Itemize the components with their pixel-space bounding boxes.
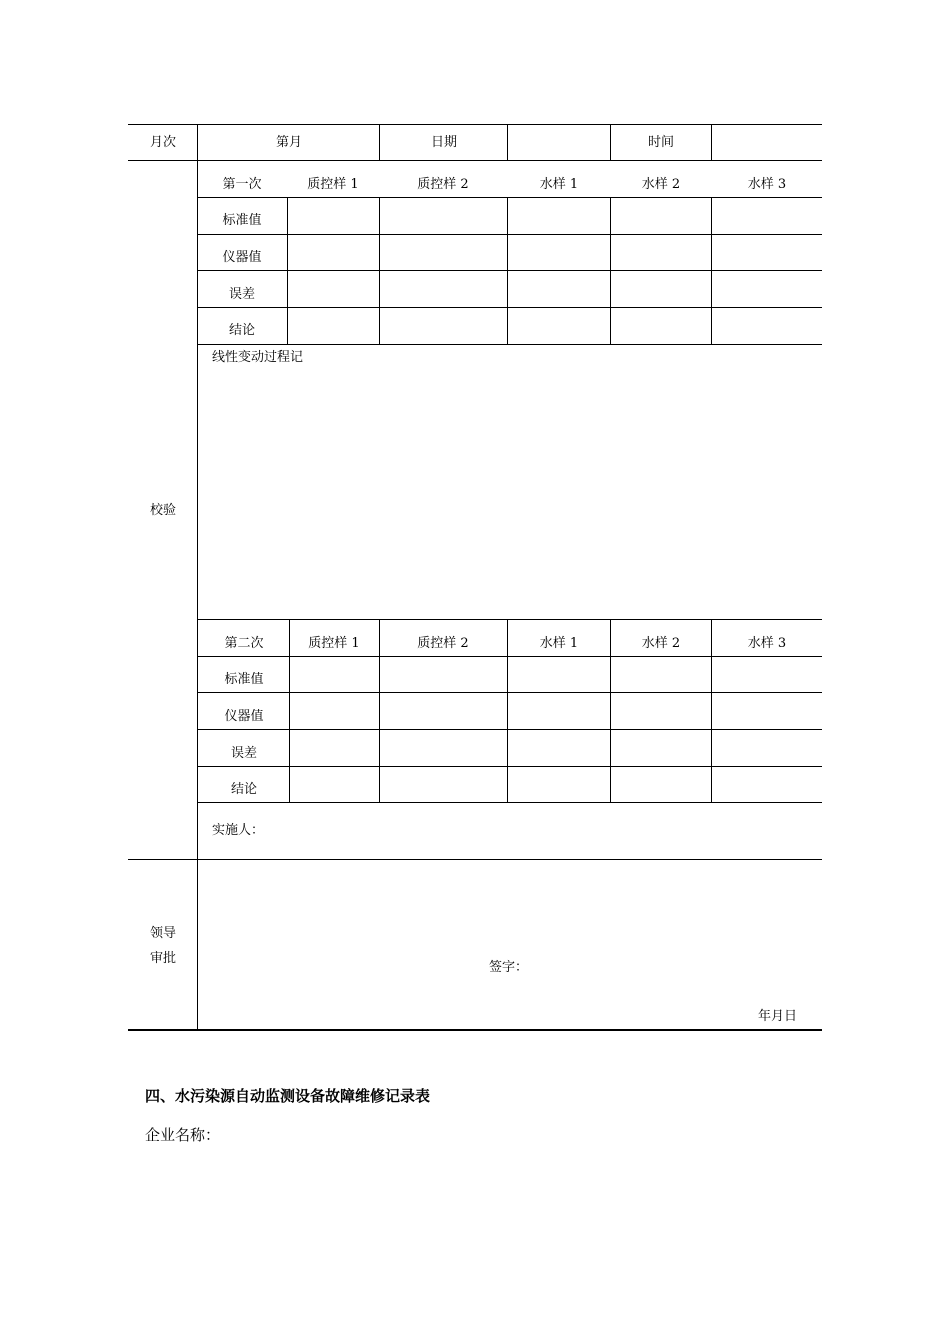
- second-block-divider-5: [711, 619, 712, 803]
- second-block-bottom-border: [198, 802, 822, 803]
- header-divider-2: [507, 124, 508, 161]
- company-name-label: 企业名称：: [145, 1126, 221, 1144]
- approval-label-line1: 领导: [149, 926, 177, 941]
- header-divider-3: [610, 124, 611, 161]
- second-block-divider-2: [379, 619, 380, 803]
- first-row-label: 结论: [228, 323, 256, 338]
- first-row-label: 仪器值: [222, 250, 262, 265]
- first-row-line-2: [198, 234, 822, 235]
- second-row-line-1: [198, 656, 822, 657]
- first-block-divider-5: [711, 197, 712, 345]
- first-column-header: 水样 2: [641, 177, 681, 192]
- month-value[interactable]: 第月: [275, 135, 303, 150]
- second-row-label: 误差: [230, 746, 258, 761]
- second-column-header: 水样 2: [641, 636, 681, 651]
- second-row-label: 标准值: [224, 672, 264, 687]
- second-column-header: 水样 1: [539, 636, 579, 651]
- first-test-label: 第一次: [222, 177, 262, 192]
- first-column-header: 水样 3: [747, 177, 787, 192]
- header-row-bottom-border: [128, 160, 822, 161]
- section-title: 四、水污染源自动监测设备故障维修记录表: [145, 1087, 431, 1105]
- second-block-divider-3: [507, 619, 508, 803]
- second-test-label: 第二次: [224, 636, 264, 651]
- second-block-divider-1: [289, 619, 290, 803]
- first-row-line-3: [198, 270, 822, 271]
- first-row-line-4: [198, 307, 822, 308]
- first-block-divider-4: [610, 197, 611, 345]
- approval-date-label: 年月日: [758, 1009, 798, 1024]
- signature-label: 签字：: [489, 960, 529, 975]
- first-column-header: 水样 1: [539, 177, 579, 192]
- table-top-border: [128, 124, 822, 125]
- header-divider-4: [711, 124, 712, 161]
- second-row-line-2: [198, 692, 822, 693]
- time-label: 时间: [647, 135, 675, 150]
- approval-label-line2: 审批: [149, 951, 177, 966]
- first-row-label: 误差: [228, 287, 256, 302]
- calibration-section-label: 校验: [149, 503, 177, 518]
- first-row-label: 标准值: [222, 213, 262, 228]
- first-block-divider-3: [507, 197, 508, 345]
- first-block-divider-1: [287, 197, 288, 345]
- month-label: 月次: [149, 135, 177, 150]
- date-label: 日期: [430, 135, 458, 150]
- second-column-header: 水样 3: [747, 636, 787, 651]
- table-bottom-border: [128, 1029, 822, 1031]
- calibration-section-bottom-border: [128, 859, 822, 860]
- first-column-header: 质控样 1: [307, 177, 359, 192]
- process-record-label: 线性变动过程记: [212, 350, 304, 365]
- label-column-divider: [197, 124, 198, 1031]
- process-area-bottom-border: [198, 619, 822, 620]
- second-column-header: 质控样 2: [417, 636, 469, 651]
- second-row-line-3: [198, 729, 822, 730]
- second-block-divider-4: [610, 619, 611, 803]
- first-column-header: 质控样 2: [417, 177, 469, 192]
- first-row-line-1: [198, 197, 822, 198]
- second-row-line-4: [198, 766, 822, 767]
- second-row-label: 仪器值: [224, 709, 264, 724]
- second-row-label: 结论: [230, 782, 258, 797]
- first-block-divider-2: [379, 197, 380, 345]
- implementer-label: 实施人：: [212, 823, 265, 838]
- header-divider-1: [379, 124, 380, 161]
- second-column-header: 质控样 1: [308, 636, 360, 651]
- approval-label: [150, 921, 176, 971]
- first-block-bottom-border: [198, 344, 822, 345]
